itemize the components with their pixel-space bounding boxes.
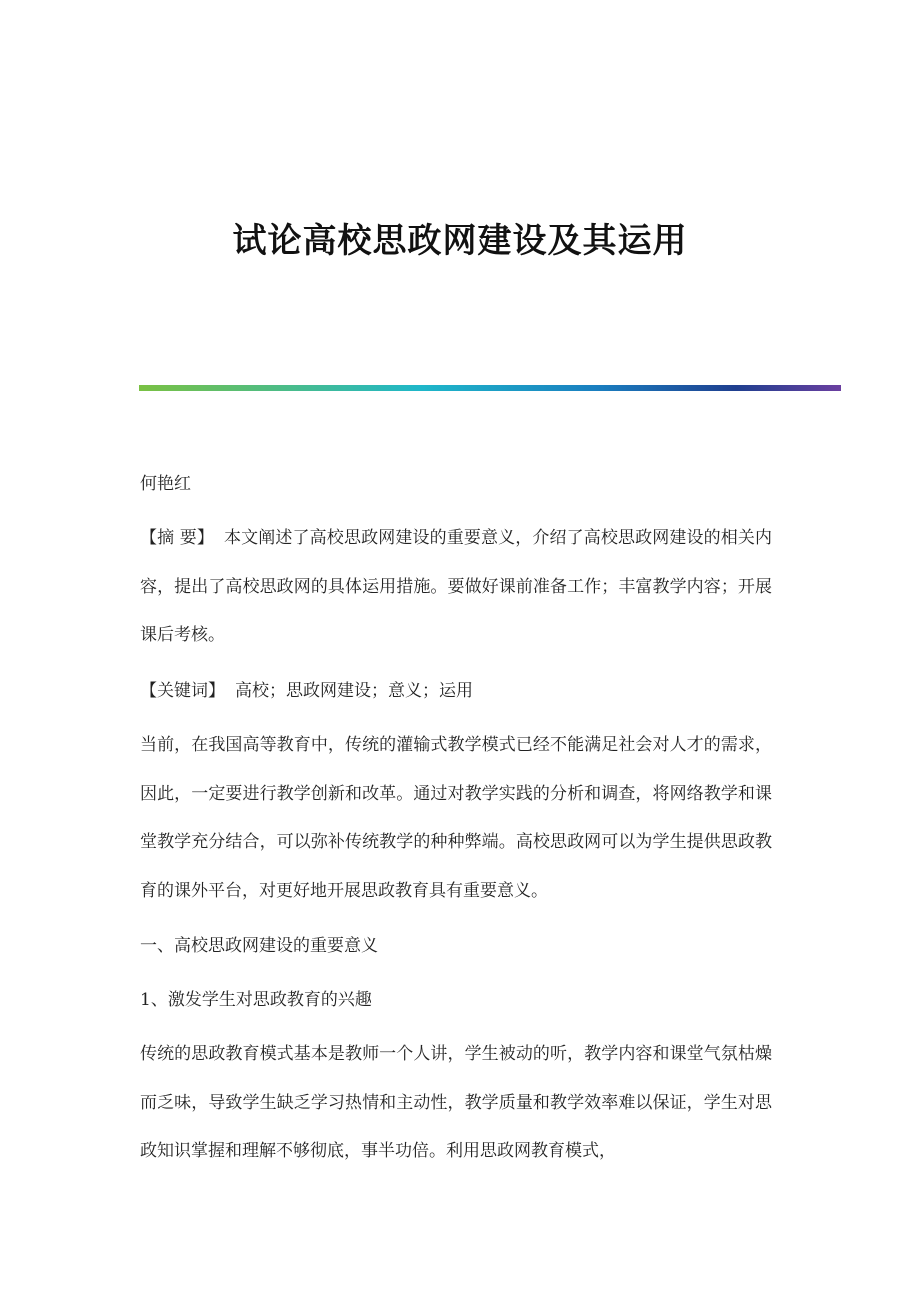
keywords-paragraph (140, 667, 772, 716)
decorative-gradient-rule (139, 385, 841, 391)
keywords-text: 高校；思政网建设；意义；运用 (235, 681, 473, 701)
body-paragraph-2: 传统的思政教育模式基本是教师一个人讲，学生被动的听，教学内容和课堂气氛枯燥而乏味，导致学生缺乏学习热情和主动性，教学质量和教学效率难以保证，学生对思政知识掌握和理解不够彻底，事半功倍。利用思政网教育模式， (140, 1044, 772, 1161)
abstract-paragraph (140, 514, 772, 660)
subsection-heading-1: 1、激发学生对思政教育的兴趣 (140, 990, 372, 1010)
keywords-label: 【关键词】 (140, 681, 225, 701)
abstract-text: 本文阐述了高校思政网建设的重要意义，介绍了高校思政网建设的相关内容，提出了高校思政网的具体运用措施。要做好课前准备工作；丰富教学内容；开展课后考核。 (140, 528, 773, 645)
section-heading-1: 一、高校思政网建设的重要意义 (140, 936, 378, 956)
author-name: 何艳红 (140, 474, 191, 494)
body-paragraph-1: 当前，在我国高等教育中，传统的灌输式教学模式已经不能满足社会对人才的需求，因此，一定要进行教学创新和改革。通过对教学实践的分析和调查，将网络教学和课堂教学充分结合，可以弥补传统教学的种种弊端。高校思政网可以为学生提供思政教育的课外平台，对更好地开展思政教育具有重要意义。 (140, 735, 772, 901)
document-title: 试论高校思政网建设及其运用 (232, 221, 688, 261)
abstract-label: 【摘 要】 (140, 528, 215, 548)
